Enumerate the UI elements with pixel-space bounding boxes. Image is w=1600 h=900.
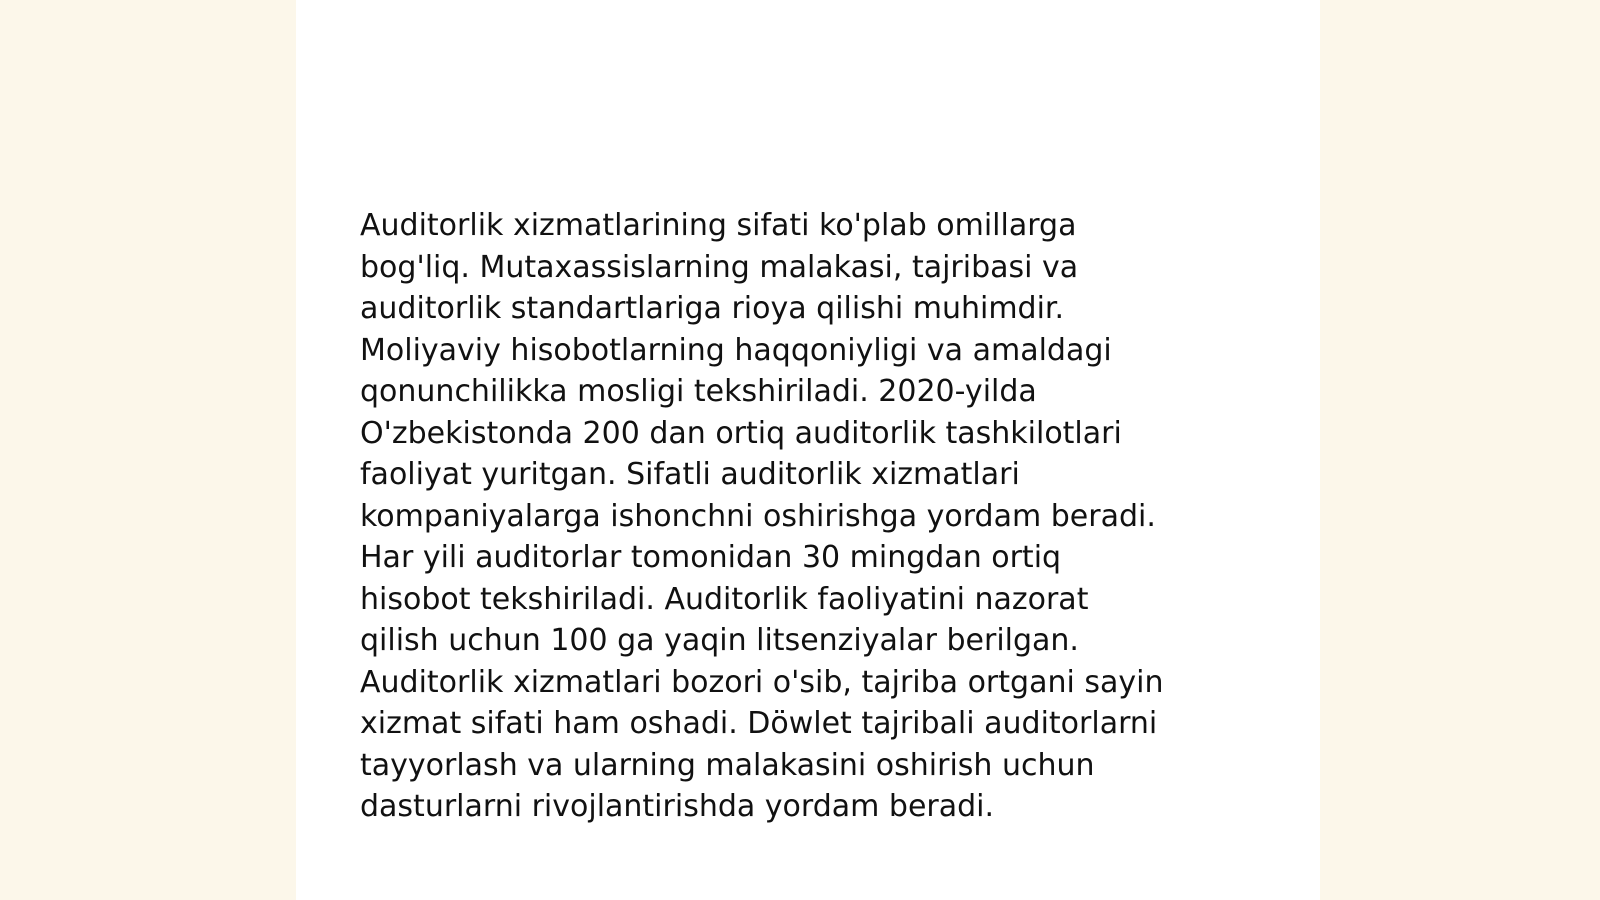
paragraph-line: xizmat sifati ham oshadi. Döwlet tajribali auditorlarni	[360, 706, 1158, 741]
paragraph-line: hisobot tekshiriladi. Auditorlik faoliyatini nazorat	[360, 581, 1089, 617]
paragraph-line: dasturlarni rivojlantirishda yordam beradi.	[360, 789, 995, 824]
paragraph-line: bog'liq. Mutaxassislarning malakasi, tajribasi va	[360, 249, 1079, 285]
document-page	[296, 0, 1320, 900]
paragraph-line: O'zbekistonda 200 dan ortiq auditorlik tashkilotlari	[360, 415, 1122, 451]
paragraph-line: qonunchilikka mosligi tekshiriladi. 2020-yilda	[360, 374, 1037, 409]
paragraph-line: Auditorlik xizmatlarining sifati ko'plab omillarga	[360, 208, 1077, 243]
paragraph-line: qilish uchun 100 ga yaqin litsenziyalar berilgan.	[360, 623, 1079, 658]
paragraph-line: faoliyat yuritgan. Sifatli auditorlik xizmatlari	[360, 457, 1020, 492]
paragraph-line: Har yili auditorlar tomonidan 30 mingdan ortiq	[360, 540, 1062, 575]
paragraph-line: Auditorlik xizmatlari bozori o'sib, tajriba ortgani sayin	[360, 664, 1164, 700]
paragraph-line: auditorlik standartlariga rioya qilishi muhimdir.	[360, 291, 1065, 326]
paragraph-line: Moliyaviy hisobotlarning haqqoniyligi va amaldagi	[360, 332, 1112, 368]
paragraph-line: tayyorlash va ularning malakasini oshirish uchun	[360, 747, 1095, 783]
paragraph-line: kompaniyalarga ishonchni oshirishga yordam beradi.	[360, 498, 1156, 534]
body-paragraph	[360, 205, 1240, 828]
